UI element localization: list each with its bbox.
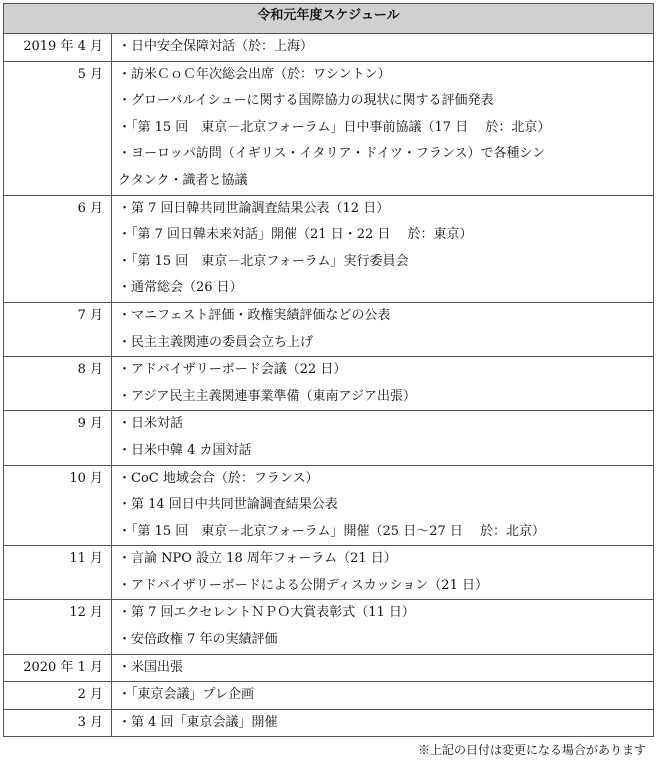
month-label: 12 月: [4, 600, 112, 654]
table-row: [4, 709, 654, 737]
event-list: [112, 600, 654, 654]
table-row: [4, 600, 654, 654]
event-item: クタンク・識者と協議: [118, 172, 248, 188]
table-title: 令和元年度スケジュール: [4, 4, 654, 34]
event-item: ・日米中韓 4 カ国対話: [118, 442, 252, 458]
event-list: [112, 682, 654, 710]
event-item: ・「東京会議」プレ企画: [118, 687, 254, 703]
event-item: ・第 7 回エクセレントＮＰＯ大賞表彰式（11 日）: [118, 605, 415, 621]
table-row: [4, 195, 654, 302]
event-item: ・言論 NPO 設立 18 周年フォーラム（21 日）: [118, 551, 397, 567]
event-list: [112, 654, 654, 682]
event-item: ・第 14 回日中共同世論調査結果公表: [118, 497, 338, 513]
table-row: [4, 61, 654, 195]
event-item: ・ヨーロッパ訪問（イギリス・イタリア・ドイツ・フランス）で各種シン: [118, 146, 546, 162]
event-item: ・日中安全保障対話（於：上海）: [118, 39, 314, 54]
event-item: ・「第 15 回 東京－北京フォーラム」開催（25 日～27 日 於：北京）: [118, 523, 546, 539]
event-item: ・マニフェスト評価・政権実績評価などの公表: [118, 307, 391, 323]
event-list: [112, 546, 654, 600]
title-row: [4, 4, 654, 34]
schedule-table: [3, 3, 654, 737]
event-item: ・「第 15 回 東京－北京フォーラム」日中事前協議（17 日 於：北京）: [118, 119, 551, 135]
event-item: ・「第 15 回 東京－北京フォーラム」実行委員会: [118, 253, 409, 269]
event-item: ・通常総会（26 日）: [118, 280, 243, 296]
event-list: [112, 34, 654, 62]
event-list: [112, 411, 654, 465]
month-label: 11 月: [4, 546, 112, 600]
table-row: [4, 546, 654, 600]
event-item: ・アドバイザリーボードによる公開ディスカッション（21 日）: [118, 577, 488, 593]
event-item: ・民主主義関連の委員会立ち上げ: [118, 334, 314, 350]
event-list: [112, 195, 654, 302]
event-item: ・訪米ＣｏＣ年次総会出席（於：ワシントン）: [118, 66, 391, 82]
event-item: ・アドバイザリーボード会議（22 日）: [118, 362, 347, 378]
event-list: [112, 709, 654, 737]
event-item: ・CoC 地域会合（於：フランス）: [118, 470, 319, 486]
schedule-body: [4, 34, 654, 737]
event-item: ・グローバルイシューに関する国際協力の現状に関する評価発表: [118, 93, 494, 109]
table-row: [4, 302, 654, 356]
table-row: [4, 357, 654, 411]
table-row: [4, 34, 654, 62]
table-row: [4, 411, 654, 465]
month-label: 10 月: [4, 465, 112, 546]
event-item: ・安倍政権 7 年の実績評価: [118, 632, 278, 648]
event-item: ・「第 7 回日韓未来対話」開催（21 日・22 日 於：東京）: [118, 227, 473, 243]
event-list: [112, 302, 654, 356]
event-list: [112, 357, 654, 411]
month-label: 6 月: [4, 195, 112, 302]
month-label: 8 月: [4, 357, 112, 411]
event-list: [112, 465, 654, 546]
month-label: 7 月: [4, 302, 112, 356]
table-row: [4, 465, 654, 546]
footnote: ※上記の日付は変更になる場合があります: [417, 743, 646, 757]
event-item: ・第 7 回日韓共同世論調査結果公表（12 日）: [118, 200, 390, 216]
event-item: ・米国出張: [118, 659, 184, 675]
event-item: ・日米対話: [118, 416, 184, 432]
table-row: [4, 654, 654, 682]
event-item: ・第 4 回「東京会議」開催: [118, 714, 278, 730]
month-label: 5 月: [4, 61, 112, 195]
table-row: [4, 682, 654, 710]
month-label: 3 月: [4, 709, 112, 737]
month-label: 2020 年 1 月: [4, 654, 112, 682]
month-label: 2019 年 4 月: [4, 34, 112, 62]
month-label: 2 月: [4, 682, 112, 710]
month-label: 9 月: [4, 411, 112, 465]
event-list: [112, 61, 654, 195]
event-item: ・アジア民主主義関連事業準備（東南アジア出張）: [118, 388, 416, 404]
